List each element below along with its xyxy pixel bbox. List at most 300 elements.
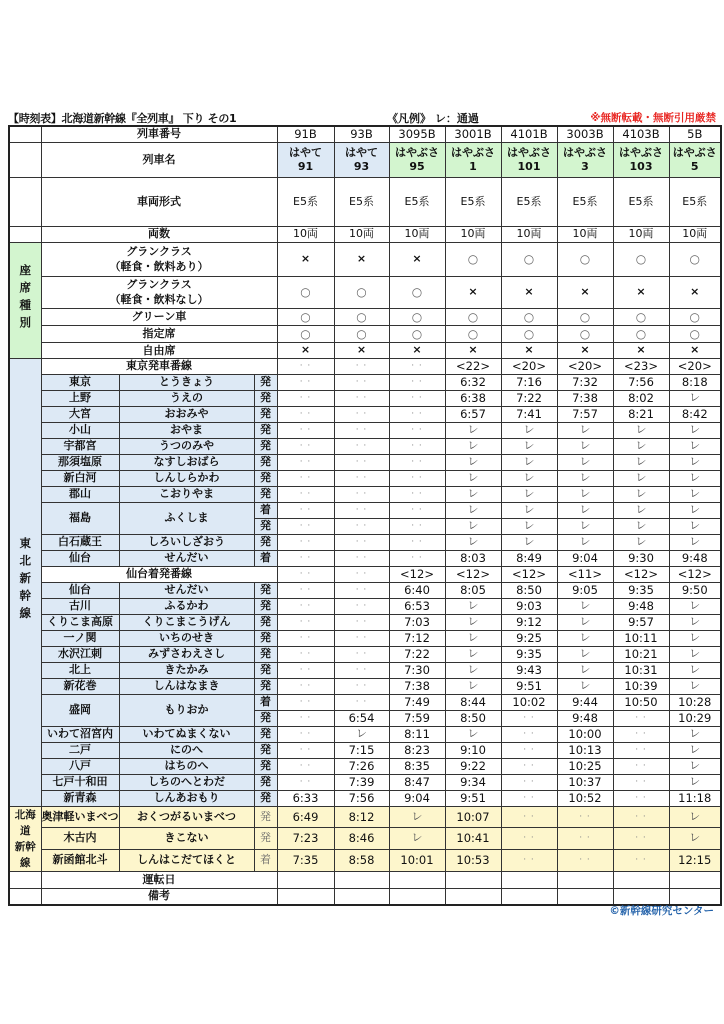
- time-cell: レ: [669, 534, 721, 550]
- time-cell: · ·: [277, 582, 334, 598]
- station-kana: せんだい: [119, 550, 254, 566]
- station-kana: なすしおばら: [119, 454, 254, 470]
- time-cell: レ: [445, 630, 501, 646]
- time-cell: 9:04: [557, 550, 613, 566]
- train-name-number: 93: [353, 159, 370, 173]
- train-name: [445, 142, 501, 177]
- station-name: 七戸十和田: [41, 774, 119, 790]
- hokkaido-label-line1: 北海道: [14, 808, 36, 837]
- table-row: [9, 726, 721, 742]
- remarks-cell: [445, 888, 501, 905]
- time-cell: 9:25: [501, 630, 557, 646]
- time-cell: 10:28: [669, 694, 721, 710]
- time-cell: 6:54: [334, 710, 389, 726]
- time-cell: レ: [445, 454, 501, 470]
- time-cell: ○: [445, 308, 501, 325]
- station-name: 仙台: [41, 550, 119, 566]
- time-cell: レ: [613, 454, 669, 470]
- station-name: 白石蔵王: [41, 534, 119, 550]
- time-cell: · ·: [557, 828, 613, 850]
- time-cell: 10:52: [557, 790, 613, 806]
- arr-dep-mark: 発: [254, 790, 277, 806]
- time-cell: 6:38: [445, 390, 501, 406]
- time-cell: レ: [557, 438, 613, 454]
- time-cell: レ: [445, 534, 501, 550]
- time-cell: · ·: [277, 710, 334, 726]
- time-cell: · ·: [557, 849, 613, 871]
- arr-dep-mark: 発: [254, 646, 277, 662]
- time-cell: レ: [669, 726, 721, 742]
- corner-cell: [9, 226, 41, 242]
- time-cell: ○: [669, 325, 721, 342]
- copyright-notice: ※無断転載・無断引用厳禁: [590, 112, 716, 124]
- time-cell: · ·: [501, 790, 557, 806]
- time-cell: 10:25: [557, 758, 613, 774]
- time-cell: · ·: [277, 694, 334, 710]
- time-cell: 9:48: [557, 710, 613, 726]
- time-cell: 6:33: [277, 790, 334, 806]
- time-cell: 8:12: [334, 806, 389, 828]
- time-cell: レ: [669, 438, 721, 454]
- time-cell: 7:26: [334, 758, 389, 774]
- time-cell: · ·: [334, 534, 389, 550]
- label-car-count: 両数: [41, 226, 277, 242]
- time-cell: 10:07: [445, 806, 501, 828]
- arr-mark: 着: [254, 694, 277, 710]
- seat-label-line1: 自由席: [142, 343, 176, 357]
- time-cell: レ: [669, 758, 721, 774]
- time-cell: 8:03: [445, 550, 501, 566]
- time-cell: レ: [613, 518, 669, 534]
- arr-dep-mark: 発: [254, 614, 277, 630]
- table-row: [9, 871, 721, 888]
- time-cell: レ: [445, 646, 501, 662]
- time-cell: レ: [557, 614, 613, 630]
- table-row: [9, 276, 721, 308]
- dep-mark: 発: [254, 518, 277, 534]
- time-cell: · ·: [334, 630, 389, 646]
- arr-dep-mark: 発: [254, 742, 277, 758]
- time-cell: · ·: [277, 678, 334, 694]
- time-cell: レ: [557, 534, 613, 550]
- remarks-cell: [501, 888, 557, 905]
- station-kana: しろいしざおう: [119, 534, 254, 550]
- time-cell: 9:04: [389, 790, 445, 806]
- time-cell: 8:58: [334, 849, 389, 871]
- time-cell: <23>: [613, 358, 669, 374]
- time-cell: レ: [557, 422, 613, 438]
- remarks-cell: [334, 888, 389, 905]
- time-cell: レ: [501, 518, 557, 534]
- table-row: [9, 470, 721, 486]
- table-row: [9, 534, 721, 550]
- station-kana: うつのみや: [119, 438, 254, 454]
- station-kana: いわてぬまくない: [119, 726, 254, 742]
- time-cell: · ·: [334, 582, 389, 598]
- time-cell: ×: [445, 276, 501, 308]
- time-cell: · ·: [277, 598, 334, 614]
- time-cell: 7:41: [501, 406, 557, 422]
- legend: 《凡例》 レ：通過: [387, 112, 479, 125]
- time-cell: レ: [669, 486, 721, 502]
- table-row: [9, 598, 721, 614]
- time-cell: · ·: [277, 630, 334, 646]
- time-cell: 9:30: [613, 550, 669, 566]
- time-cell: レ: [613, 470, 669, 486]
- time-cell: · ·: [613, 828, 669, 850]
- time-cell: <20>: [501, 358, 557, 374]
- station-name: 二戸: [41, 742, 119, 758]
- time-cell: レ: [501, 438, 557, 454]
- time-cell: 7:35: [277, 849, 334, 871]
- time-cell: ×: [445, 342, 501, 358]
- car-type: E5系: [277, 177, 334, 226]
- time-cell: レ: [613, 486, 669, 502]
- train-number: 3003B: [557, 126, 613, 142]
- time-cell: ○: [445, 242, 501, 276]
- arr-dep-mark: 発: [254, 662, 277, 678]
- arr-dep-mark: 発: [254, 630, 277, 646]
- station-name: 仙台: [41, 582, 119, 598]
- train-name-number: 5: [690, 159, 699, 173]
- time-cell: ×: [389, 242, 445, 276]
- time-cell: 8:18: [669, 374, 721, 390]
- time-cell: 7:56: [613, 374, 669, 390]
- time-cell: <12>: [613, 566, 669, 582]
- time-cell: · ·: [389, 406, 445, 422]
- time-cell: · ·: [334, 598, 389, 614]
- time-cell: 9:51: [445, 790, 501, 806]
- time-cell: · ·: [277, 486, 334, 502]
- time-cell: レ: [557, 662, 613, 678]
- train-name-number: 103: [629, 159, 653, 173]
- time-cell: · ·: [389, 422, 445, 438]
- time-cell: ○: [334, 325, 389, 342]
- station-name: 新函館北斗: [41, 849, 119, 871]
- time-cell: ×: [669, 342, 721, 358]
- table-row: [9, 828, 721, 850]
- arr-dep-mark: 発: [254, 806, 277, 828]
- station-name: くりこま高原: [41, 614, 119, 630]
- time-cell: · ·: [501, 742, 557, 758]
- station-name: 木古内: [41, 828, 119, 850]
- time-cell: · ·: [334, 374, 389, 390]
- station-kana: もりおか: [119, 694, 254, 726]
- station-kana: にのへ: [119, 742, 254, 758]
- time-cell: · ·: [334, 470, 389, 486]
- train-name-text: はやぶさ: [672, 145, 717, 159]
- seat-label-line1: グランクラス: [126, 278, 192, 291]
- time-cell: レ: [445, 486, 501, 502]
- table-row: [9, 646, 721, 662]
- remarks-cell: [557, 888, 613, 905]
- operating-days-cell: [501, 871, 557, 888]
- time-cell: レ: [669, 806, 721, 828]
- station-name: 八戸: [41, 758, 119, 774]
- time-cell: ×: [557, 276, 613, 308]
- car-type: E5系: [557, 177, 613, 226]
- table-row: [9, 242, 721, 276]
- table-row: [9, 806, 721, 828]
- tohoku-section-text: 東北新幹線: [18, 536, 33, 625]
- tohoku-section-label: [9, 358, 41, 806]
- time-cell: 9:48: [669, 550, 721, 566]
- arr-dep-mark: 発: [254, 726, 277, 742]
- seat-unreserved-label: [41, 342, 277, 358]
- time-cell: 11:18: [669, 790, 721, 806]
- time-cell: 9:05: [557, 582, 613, 598]
- time-cell: レ: [389, 806, 445, 828]
- time-cell: <12>: [501, 566, 557, 582]
- time-cell: レ: [669, 662, 721, 678]
- time-cell: ○: [389, 308, 445, 325]
- time-cell: 9:35: [501, 646, 557, 662]
- car-count: 10両: [277, 226, 334, 242]
- station-name: いわて沼宮内: [41, 726, 119, 742]
- station-kana: おおみや: [119, 406, 254, 422]
- time-cell: 12:15: [669, 849, 721, 871]
- time-cell: ○: [277, 325, 334, 342]
- time-cell: レ: [445, 614, 501, 630]
- time-cell: ○: [334, 308, 389, 325]
- table-row: [9, 678, 721, 694]
- time-cell: レ: [445, 678, 501, 694]
- time-cell: · ·: [334, 358, 389, 374]
- corner-cell: [9, 888, 41, 905]
- time-cell: レ: [445, 438, 501, 454]
- arr-dep-mark: 発: [254, 454, 277, 470]
- remarks-cell: [389, 888, 445, 905]
- time-cell: ×: [501, 342, 557, 358]
- time-cell: 7:22: [389, 646, 445, 662]
- time-cell: レ: [557, 454, 613, 470]
- car-count: 10両: [334, 226, 389, 242]
- seat-section-label: [9, 242, 41, 358]
- time-cell: ○: [557, 308, 613, 325]
- time-cell: · ·: [613, 742, 669, 758]
- seat-gran-class-nomeal-label: [41, 276, 277, 308]
- label-operating-days: 運転日: [41, 871, 277, 888]
- seat-gran-class-meal-label: [41, 242, 277, 276]
- station-name: 盛岡: [41, 694, 119, 726]
- time-cell: <11>: [557, 566, 613, 582]
- time-cell: レ: [389, 828, 445, 850]
- time-cell: · ·: [277, 470, 334, 486]
- time-cell: · ·: [389, 486, 445, 502]
- time-cell: レ: [557, 518, 613, 534]
- time-cell: 7:16: [501, 374, 557, 390]
- station-name: 北上: [41, 662, 119, 678]
- arr-dep-mark: 発: [254, 422, 277, 438]
- label-train-name: 列車名: [41, 142, 277, 177]
- car-type: E5系: [613, 177, 669, 226]
- train-number: 91B: [277, 126, 334, 142]
- time-cell: 7:12: [389, 630, 445, 646]
- label-remarks: 備考: [41, 888, 277, 905]
- time-cell: 9:03: [501, 598, 557, 614]
- time-cell: 10:13: [557, 742, 613, 758]
- time-cell: レ: [445, 662, 501, 678]
- time-cell: 9:35: [613, 582, 669, 598]
- time-cell: 8:50: [445, 710, 501, 726]
- arr-dep-mark: 発: [254, 774, 277, 790]
- time-cell: · ·: [557, 806, 613, 828]
- hokkaido-label-line2: 新幹線: [14, 840, 36, 869]
- train-name-text: はやぶさ: [451, 145, 495, 159]
- time-cell: レ: [669, 678, 721, 694]
- table-row: [9, 308, 721, 325]
- time-cell: · ·: [501, 806, 557, 828]
- table-row: [9, 390, 721, 406]
- table-row: [9, 758, 721, 774]
- time-cell: 10:01: [389, 849, 445, 871]
- time-cell: · ·: [334, 406, 389, 422]
- station-kana: しちのへとわだ: [119, 774, 254, 790]
- time-cell: レ: [669, 470, 721, 486]
- operating-days-cell: [613, 871, 669, 888]
- station-kana: しんはなまき: [119, 678, 254, 694]
- time-cell: 8:47: [389, 774, 445, 790]
- arr-dep-mark: 発: [254, 374, 277, 390]
- table-row: [9, 582, 721, 598]
- time-cell: · ·: [277, 742, 334, 758]
- time-cell: 6:57: [445, 406, 501, 422]
- arr-mark: 着: [254, 502, 277, 518]
- seat-green-car-label: [41, 308, 277, 325]
- time-cell: レ: [669, 454, 721, 470]
- station-name: 大宮: [41, 406, 119, 422]
- train-number: 3095B: [389, 126, 445, 142]
- label-car-type: 車両形式: [41, 177, 277, 226]
- table-row: [9, 142, 721, 177]
- time-cell: 8:35: [389, 758, 445, 774]
- time-cell: ○: [334, 276, 389, 308]
- time-cell: レ: [501, 422, 557, 438]
- table-row: [9, 566, 721, 582]
- train-name-text: はやぶさ: [395, 145, 439, 159]
- arr-dep-mark: 発: [254, 390, 277, 406]
- station-kana: みずさわえさし: [119, 646, 254, 662]
- time-cell: レ: [445, 502, 501, 518]
- car-count: 10両: [669, 226, 721, 242]
- station-kana: ふるかわ: [119, 598, 254, 614]
- time-cell: 8:05: [445, 582, 501, 598]
- time-cell: 9:48: [613, 598, 669, 614]
- train-name-number: 95: [409, 159, 425, 173]
- time-cell: 7:39: [334, 774, 389, 790]
- arr-dep-mark: 発: [254, 678, 277, 694]
- time-cell: レ: [557, 678, 613, 694]
- label-train-number: 列車番号: [41, 126, 277, 142]
- time-cell: ○: [613, 308, 669, 325]
- time-cell: · ·: [277, 726, 334, 742]
- label-sendai-track: 仙台着発番線: [41, 566, 277, 582]
- time-cell: · ·: [334, 694, 389, 710]
- train-name: [389, 142, 445, 177]
- time-cell: · ·: [334, 422, 389, 438]
- time-cell: 9:43: [501, 662, 557, 678]
- time-cell: レ: [669, 502, 721, 518]
- time-cell: 8:50: [501, 582, 557, 598]
- time-cell: 9:50: [669, 582, 721, 598]
- time-cell: レ: [501, 534, 557, 550]
- time-cell: · ·: [334, 614, 389, 630]
- time-cell: · ·: [334, 502, 389, 518]
- time-cell: レ: [557, 486, 613, 502]
- time-cell: ○: [277, 276, 334, 308]
- time-cell: · ·: [334, 566, 389, 582]
- table-row: [9, 790, 721, 806]
- time-cell: · ·: [334, 646, 389, 662]
- time-cell: · ·: [277, 662, 334, 678]
- time-cell: レ: [669, 742, 721, 758]
- station-name: 一ノ関: [41, 630, 119, 646]
- time-cell: 7:22: [501, 390, 557, 406]
- table-row: [9, 177, 721, 226]
- time-cell: · ·: [334, 518, 389, 534]
- time-cell: 10:50: [613, 694, 669, 710]
- arr-dep-mark: 発: [254, 828, 277, 850]
- car-count: 10両: [389, 226, 445, 242]
- train-name: [277, 142, 334, 177]
- time-cell: · ·: [501, 849, 557, 871]
- time-cell: レ: [445, 422, 501, 438]
- time-cell: <20>: [557, 358, 613, 374]
- arr-dep-mark: 着: [254, 849, 277, 871]
- table-row: [9, 502, 721, 518]
- time-cell: 7:32: [557, 374, 613, 390]
- time-cell: 10:31: [613, 662, 669, 678]
- table-row: [9, 662, 721, 678]
- station-name: 小山: [41, 422, 119, 438]
- train-number: 5B: [669, 126, 721, 142]
- seat-section-text: 座席種別: [18, 263, 33, 334]
- table-row: [9, 126, 721, 142]
- time-cell: · ·: [277, 374, 334, 390]
- time-cell: 9:12: [501, 614, 557, 630]
- time-cell: <12>: [389, 566, 445, 582]
- time-cell: ○: [389, 276, 445, 308]
- hokkaido-section-label: [9, 806, 41, 871]
- time-cell: ○: [669, 242, 721, 276]
- train-number: 4103B: [613, 126, 669, 142]
- time-cell: · ·: [277, 390, 334, 406]
- time-cell: · ·: [277, 774, 334, 790]
- train-name-text: はやぶさ: [619, 145, 663, 159]
- car-type: E5系: [669, 177, 721, 226]
- time-cell: レ: [669, 646, 721, 662]
- time-cell: · ·: [334, 390, 389, 406]
- time-cell: 7:49: [389, 694, 445, 710]
- corner-cell: [9, 177, 41, 226]
- time-cell: ○: [445, 325, 501, 342]
- station-kana: しんあおもり: [119, 790, 254, 806]
- table-row: [9, 422, 721, 438]
- time-cell: レ: [669, 630, 721, 646]
- time-cell: · ·: [277, 438, 334, 454]
- time-cell: レ: [669, 518, 721, 534]
- operating-days-cell: [389, 871, 445, 888]
- car-type: E5系: [389, 177, 445, 226]
- station-kana: くりこまこうげん: [119, 614, 254, 630]
- time-cell: レ: [669, 828, 721, 850]
- time-cell: · ·: [389, 518, 445, 534]
- time-cell: ○: [669, 308, 721, 325]
- time-cell: · ·: [277, 406, 334, 422]
- station-name: 東京: [41, 374, 119, 390]
- time-cell: レ: [334, 726, 389, 742]
- arr-dep-mark: 発: [254, 470, 277, 486]
